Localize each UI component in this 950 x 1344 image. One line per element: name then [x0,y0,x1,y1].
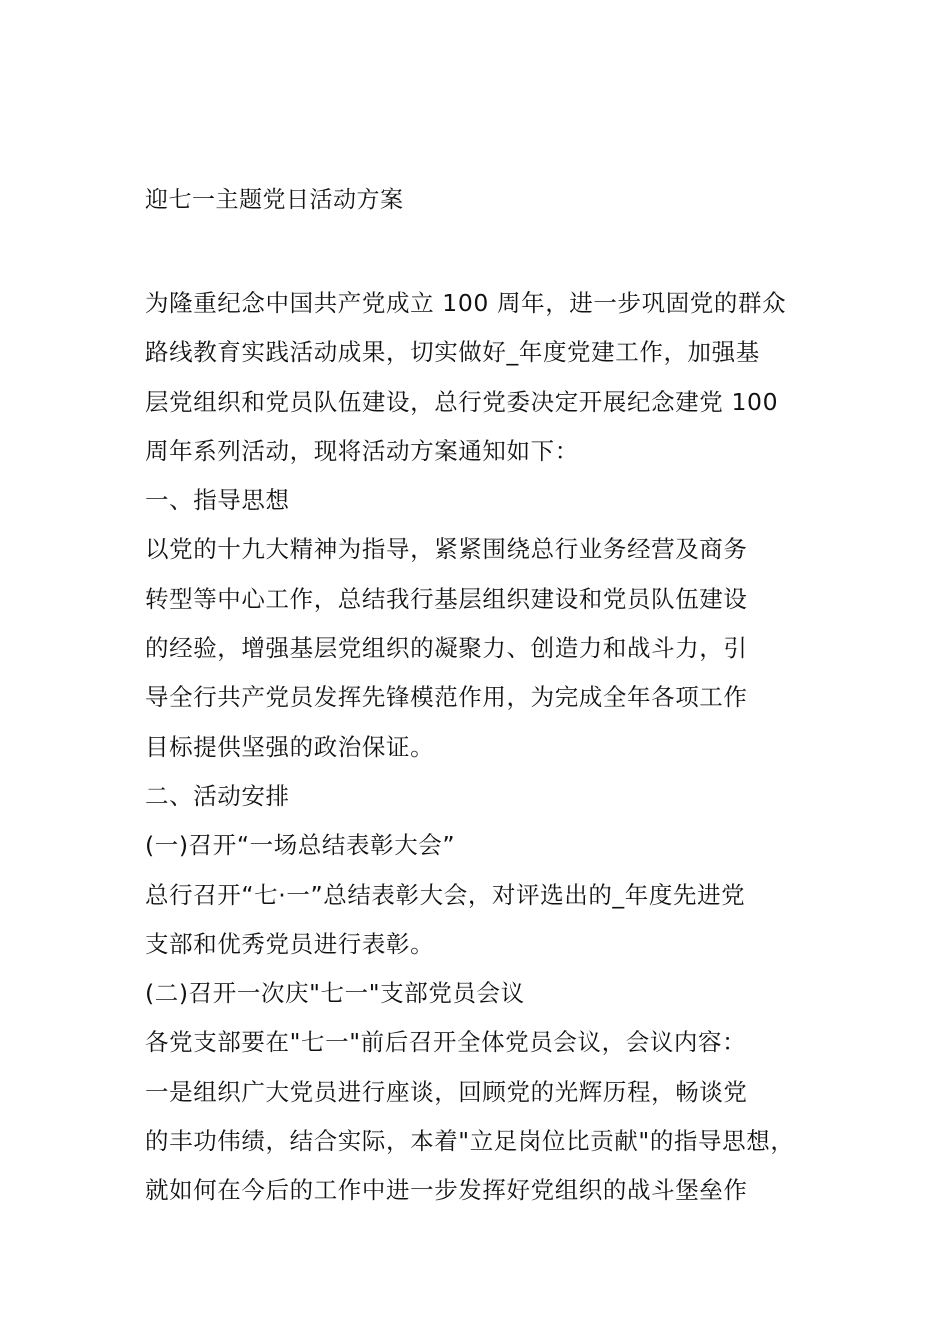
subsection-heading-commendation-meeting: (一)召开“一场总结表彰大会” [145,831,456,860]
section-heading-guiding-ideology: 一、指导思想 [145,486,290,515]
body-line: 为隆重纪念中国共产党成立 100 周年，进一步巩固党的群众 [145,289,787,317]
body-line: 导全行共产党员发挥先锋模范作用，为完成全年各项工作 [145,683,748,712]
body-line: 总行召开“七·一”总结表彰大会，对评选出的_年度先进党 [145,880,746,909]
body-line: 各党支部要在"七一"前后召开全体党员会议，会议内容： [145,1028,747,1057]
body-line: 层党组织和党员队伍建设，总行党委决定开展纪念建党 100 [145,387,779,416]
body-line: 一是组织广大党员进行座谈，回顾党的光辉历程，畅谈党 [145,1077,748,1106]
body-line: 转型等中心工作，总结我行基层组织建设和党员队伍建设 [145,584,748,613]
document-body [145,279,825,1216]
body-line: 周年系列活动，现将活动方案通知如下： [145,436,579,465]
subsection-heading-branch-meeting: (二)召开一次庆"七一"支部党员会议 [145,979,525,1008]
body-line: 路线教育实践活动成果，切实做好_年度党建工作，加强基 [145,338,760,367]
body-line: 就如何在今后的工作中进一步发挥好党组织的战斗堡垒作 [145,1176,748,1205]
body-line: 以党的十九大精神为指导，紧紧围绕总行业务经营及商务 [145,535,748,564]
body-line: 目标提供坚强的政治保证。 [145,732,435,761]
body-line: 支部和优秀党员进行表彰。 [145,929,435,958]
body-line: 的丰功伟绩，结合实际，本着"立足岗位比贡献"的指导思想， [145,1127,795,1156]
body-line: 的经验，增强基层党组织的凝聚力、创造力和战斗力，引 [145,634,748,663]
document-title: 迎七一主题党日活动方案 [145,187,404,213]
section-heading-activity-arrangement: 二、活动安排 [145,781,290,810]
